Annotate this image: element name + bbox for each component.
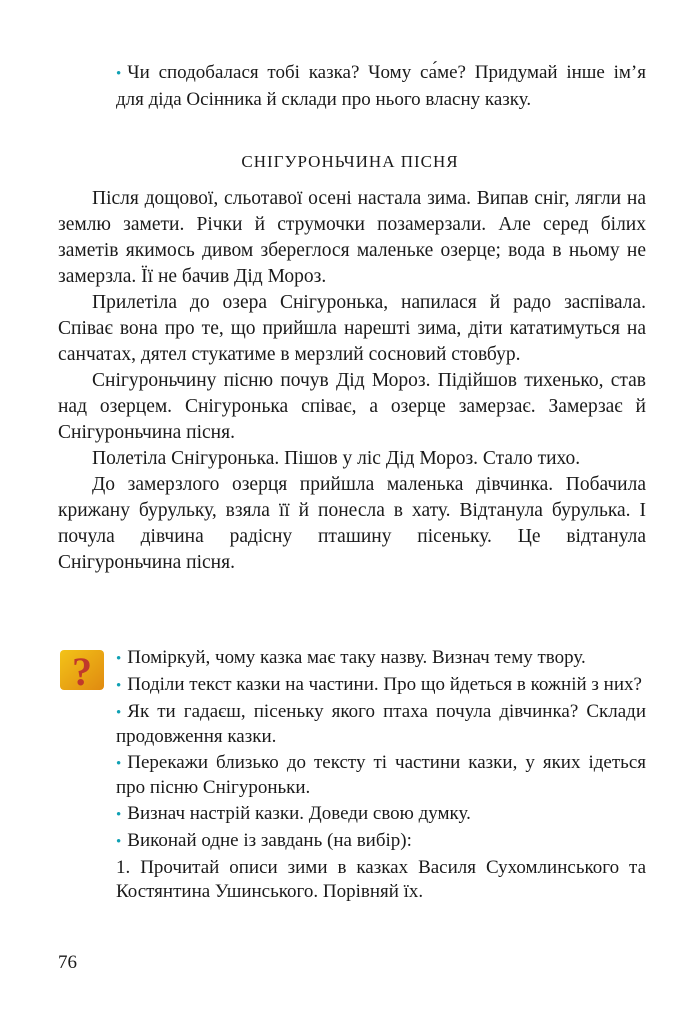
story-text: [58, 186, 646, 576]
question-item: • Поділи текст казки на частини. Про що йдеться в кожній з них?: [116, 674, 642, 695]
bullet-icon: •: [116, 756, 122, 772]
intro-question-text: Чи сподобалася тобі казка? Чому са́ме? Придумай інше ім’я для діда Осінника й склади про нього власну казку.: [116, 62, 646, 110]
question-item: • Перекажи близько до тексту ті частини казки, у яких ідеться про пісню Снігуроньки.: [116, 752, 646, 798]
bullet-icon: •: [116, 705, 122, 721]
bullet-icon: •: [116, 807, 122, 823]
intro-question: [116, 60, 646, 113]
story-paragraph: До замерзлого озерця прийшла маленька дівчинка. Побачила крижану бурульку, взяла її й понесла в хату. Відтанула бурулька. І почула дівчина радісну пташину пісеньку. Це відтанула Снігуроньчина пісня.: [58, 474, 646, 573]
question-mark-icon: [58, 648, 106, 692]
task-option: 1. Прочитай описи зими в казках Василя Сухомлинського та Костянтина Ушинського. Порівняй їх.: [116, 857, 646, 902]
bullet-icon: •: [116, 678, 122, 694]
question-item: • Поміркуй, чому казка має таку назву. Визнач тему твору.: [116, 647, 586, 668]
story-paragraph: Прилетіла до озера Снігуронька, напилася й радо заспівала. Співає вона про те, що прийшла нарешті зима, діти кататимуться на санчатах, дятел стукатиме в мерзлий сосновий стовбур.: [58, 292, 646, 365]
story-paragraph: Полетіла Снігуронька. Пішов у ліс Дід Мороз. Стало тихо.: [92, 448, 581, 469]
story-title: СНІГУРОНЬЧИНА ПІСНЯ: [241, 152, 459, 171]
svg-text:?: ?: [72, 649, 92, 692]
story-paragraph: Після дощової, сльотавої осені настала зима. Випав сніг, лягли на землю замети. Річки й струмочки позамерзали. Але серед білих заметів якимось дивом збереглося маленьке озерце; вода в ньому не замерзла. Її не бачив Дід Мороз.: [58, 188, 646, 287]
bullet-icon: •: [116, 651, 122, 667]
question-item: • Виконай одне із завдань (на вибір):: [116, 830, 412, 851]
question-list: [116, 646, 646, 906]
question-item: • Визнач настрій казки. Доведи свою думку.: [116, 803, 471, 824]
story-paragraph: Снігуроньчину пісню почув Дід Мороз. Підійшов тихенько, став над озерцем. Снігуронька співає, а озерце замерзає. Замерзає й Снігуроньчина пісня.: [58, 370, 646, 443]
bullet-icon: •: [116, 834, 122, 850]
question-item: • Як ти гадаєш, пісеньку якого птаха почула дівчинка? Склади продовження казки.: [116, 701, 646, 747]
bullet-icon: •: [116, 66, 122, 82]
page-number: 76: [58, 952, 77, 973]
